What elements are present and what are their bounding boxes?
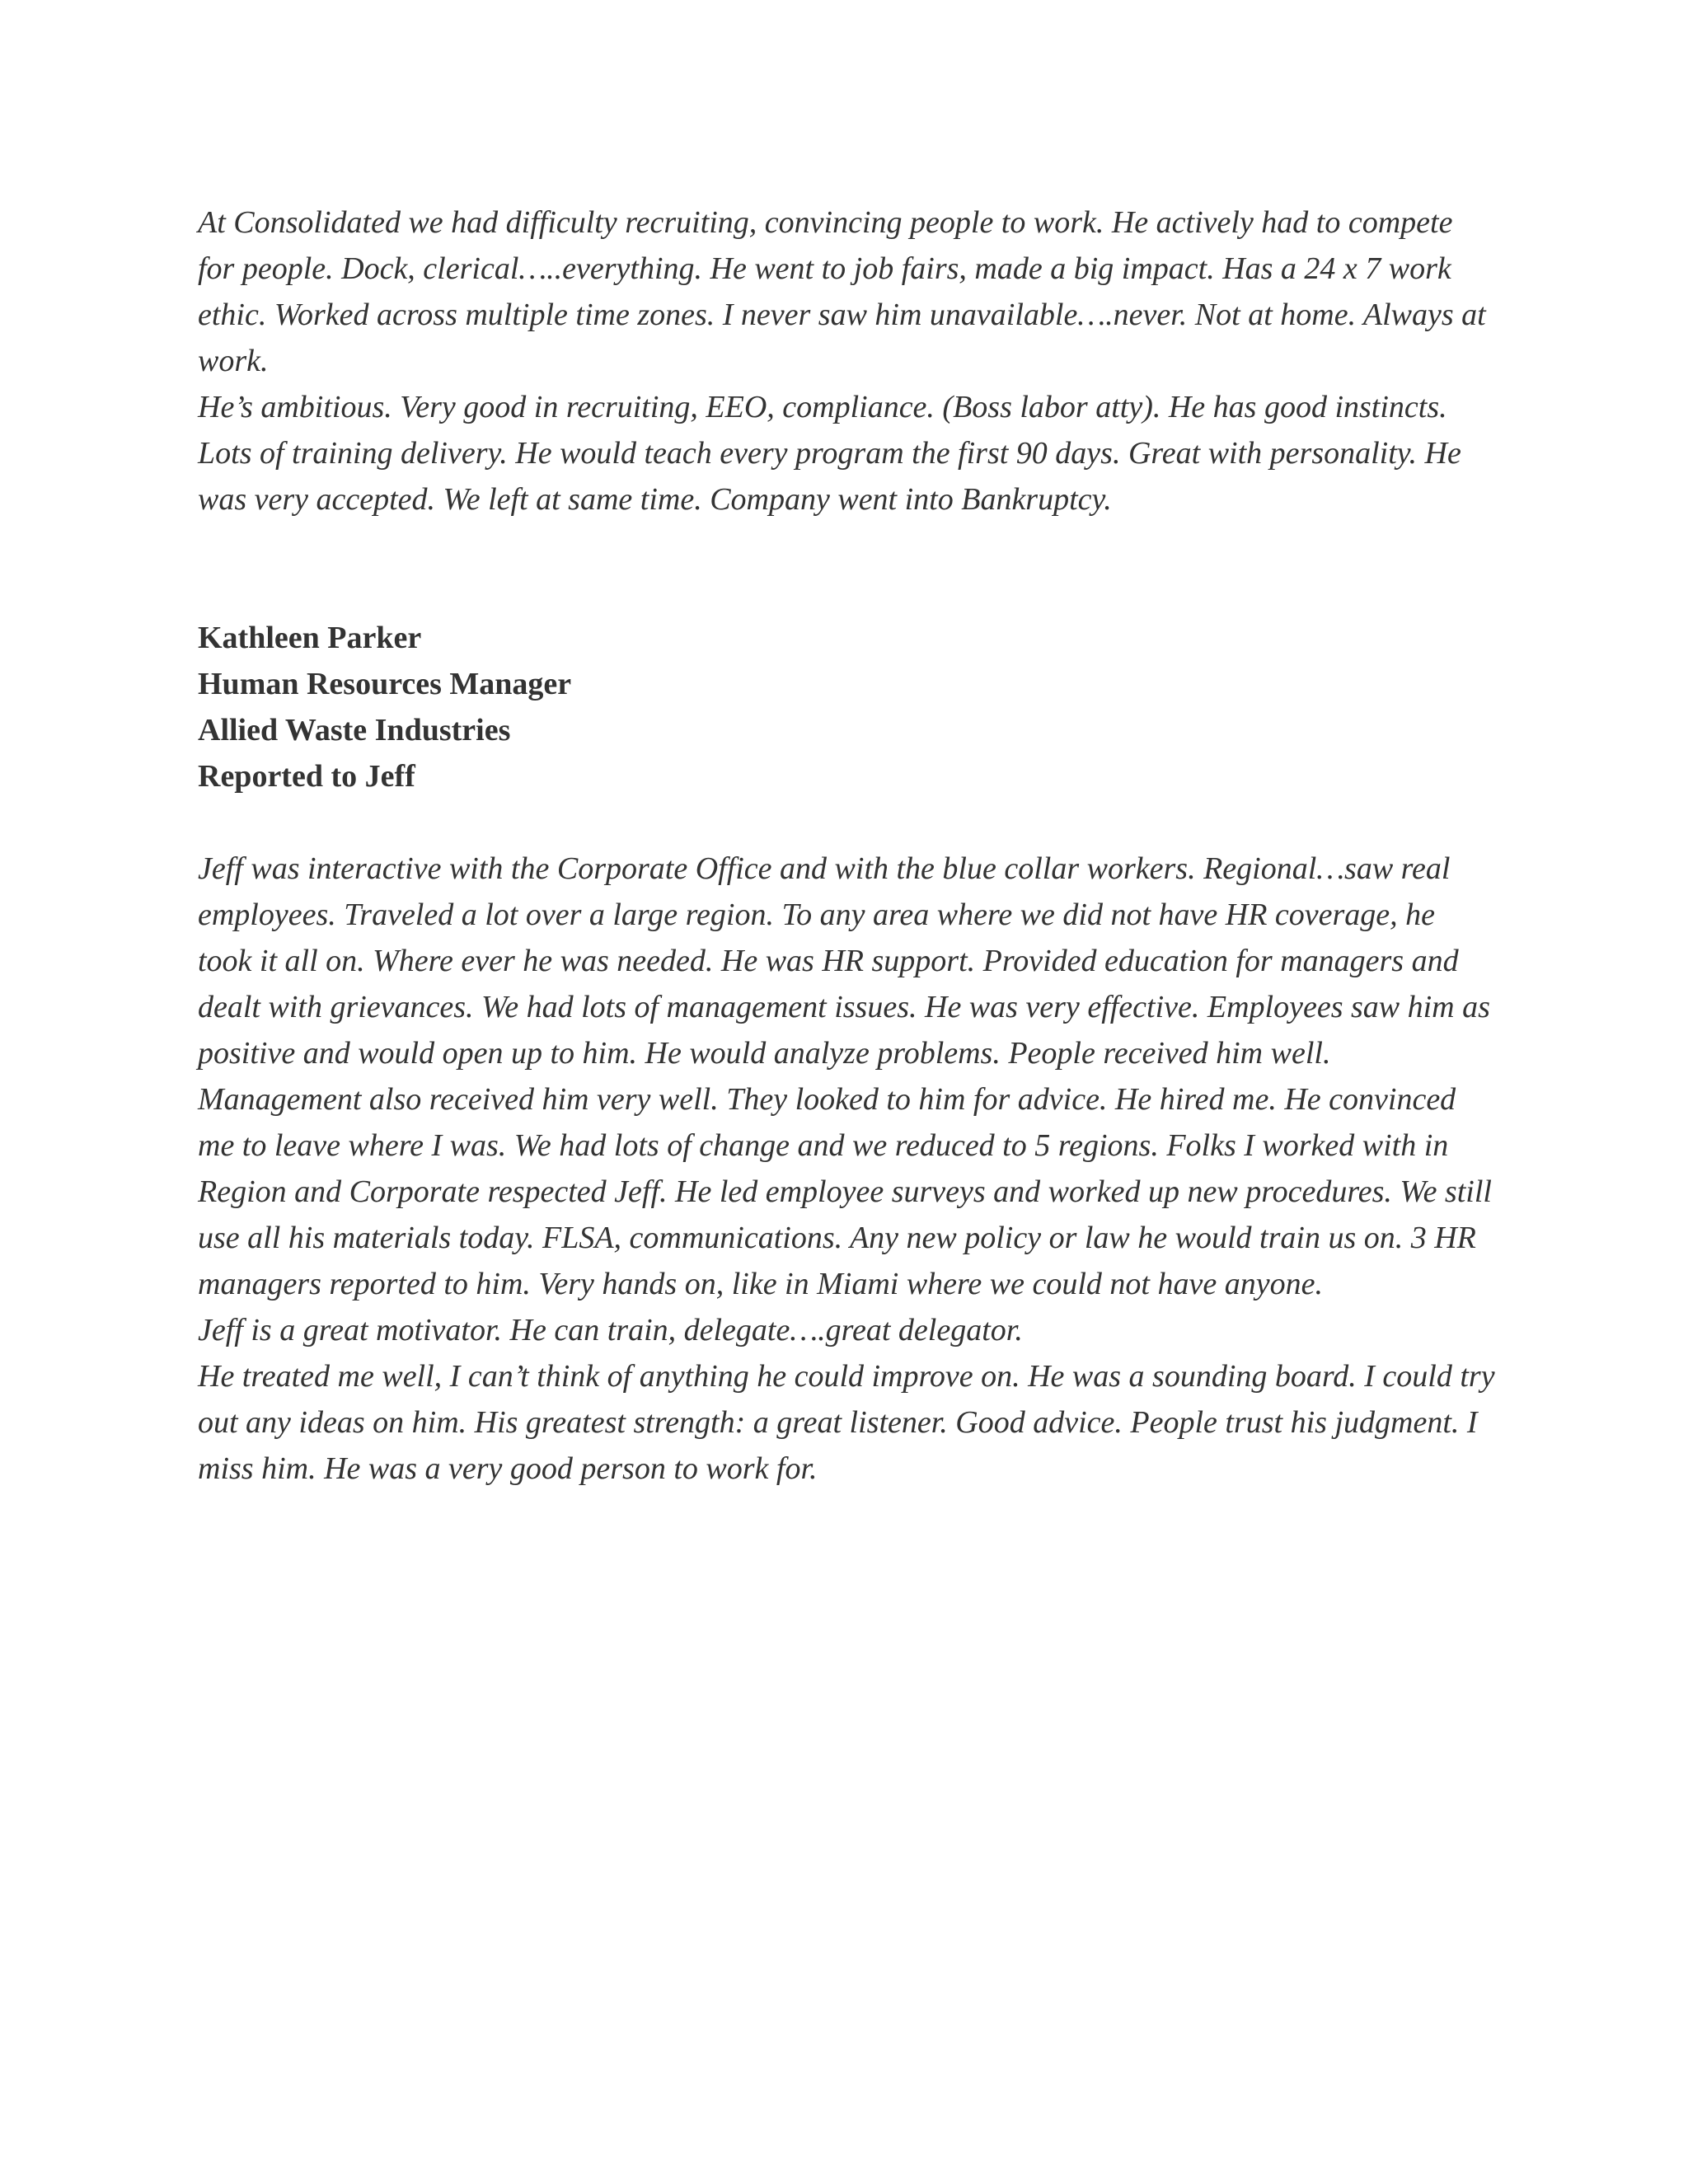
paragraph-motivator: Jeff is a great motivator. He can train, delegate….great delegator. — [198, 1313, 1023, 1347]
paragraph-treated-well: He treated me well, I can’t think of anything he could improve on. He was a sounding board. I could try out any ideas on him. His greatest strength: a great listener. Good advice. People trust his judgment. I miss him. He was a very good person to work for. — [198, 1359, 1495, 1486]
reference-header — [198, 615, 1496, 799]
section-spacer — [198, 523, 1496, 615]
reference-relationship: Reported to Jeff — [198, 759, 415, 794]
paragraph-ambitious: He’s ambitious. Very good in recruiting, EEO, compliance. (Boss labor atty). He has good instincts. Lots of training delivery. He would teach every program the first 90 days. Great with personality. He was very accepted. We left at same time. Company went into Bankruptcy. — [198, 390, 1461, 517]
header-spacer — [198, 799, 1496, 846]
paragraph-interactive: Jeff was interactive with the Corporate Office and with the blue collar workers. Regional…saw real employees. Traveled a lot over a large region. To any area where we did not have HR coverage, he took it all on. Where ever he was needed. He was HR support. Provided education for managers and dealt with grievances. We had lots of management issues. He was very effective. Employees saw him as positive and would open up to him. He would analyze problems. People received him well. — [198, 851, 1490, 1071]
paragraph-management: Management also received him very well. They looked to him for advice. He hired me. He convinced me to leave where I was. We had lots of change and we reduced to 5 regions. Folks I worked with in Region and Corporate respected Jeff. He led employee surveys and worked up new procedures. We still use all his materials today. FLSA, communications. Any new policy or law he would train us on. 3 HR managers reported to him. Very hands on, like in Miami where we could not have anyone. — [198, 1082, 1492, 1301]
paragraph-consolidated: At Consolidated we had difficulty recruiting, convincing people to work. He actively had to compete for people. Dock, clerical…..everything. He went to job fairs, made a big impact. Has a 24 x 7 work ethic. Worked across multiple time zones. I never saw him unavailable….never. Not at home. Always at work. — [198, 205, 1486, 378]
reference-name: Kathleen Parker — [198, 621, 422, 655]
document-content — [198, 199, 1496, 1492]
reference-title: Human Resources Manager — [198, 667, 572, 701]
reference-company: Allied Waste Industries — [198, 713, 511, 748]
